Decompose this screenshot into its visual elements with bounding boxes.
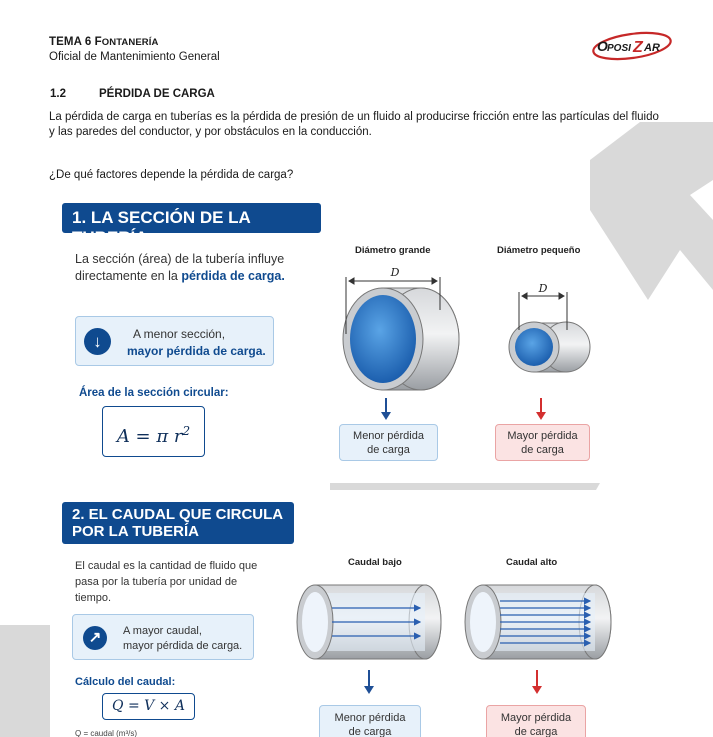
section-number: 1.2 xyxy=(50,88,66,100)
area-label: Área de la sección circular: xyxy=(79,387,229,399)
result-line2: de carga xyxy=(521,444,564,456)
document-subtitle: Oficial de Mantenimiento General xyxy=(49,51,220,63)
arrow-down-red-1 xyxy=(536,398,546,420)
label-diametro-pequeno: Diámetro pequeño xyxy=(497,245,581,256)
large-pipe xyxy=(343,288,459,390)
section-question: ¿De qué factores depende la pérdida de carga? xyxy=(49,169,294,181)
factor2-callout xyxy=(72,614,254,660)
label-caudal-alto: Caudal alto xyxy=(506,557,558,568)
section-title: PÉRDIDA DE CARGA xyxy=(99,88,215,100)
result-menor-perdida-2 xyxy=(319,705,421,737)
result-line2: de carga xyxy=(367,444,410,456)
title-small-caps: ONTANERÍA xyxy=(101,37,159,48)
arrow-down-icon: ↓ xyxy=(84,328,111,355)
title-main: TEMA 6 F xyxy=(49,36,102,48)
area-formula-exponent: 2 xyxy=(182,424,191,438)
label-diametro-grande: Diámetro grande xyxy=(355,245,431,256)
small-pipe xyxy=(509,322,590,372)
caudal-calc-label: Cálculo del caudal: xyxy=(75,676,176,688)
svg-text:Z: Z xyxy=(633,39,643,56)
factor2-banner-line1: 2. EL CAUDAL QUE CIRCULA xyxy=(72,506,284,523)
factor2-banner-line2: POR LA TUBERÍA xyxy=(72,523,199,540)
factor1-intro-highlight: pérdida de carga. xyxy=(181,269,285,283)
arrow-down-red-2 xyxy=(532,670,542,694)
label-caudal-bajo: Caudal bajo xyxy=(348,557,402,568)
dimension-large-label: D xyxy=(390,266,400,279)
factor1-banner: 1. LA SECCIÓN DE LA TUBERÍA xyxy=(62,203,321,233)
pipe-caudal-bajo xyxy=(297,585,441,659)
result-menor-perdida-1 xyxy=(339,424,438,461)
arrow-down-blue-1 xyxy=(381,398,391,420)
result-line2: de carga xyxy=(348,726,392,737)
factor2-banner xyxy=(62,502,294,544)
result-line1: Menor pérdida xyxy=(334,712,406,724)
result-mayor-perdida-1 xyxy=(495,424,590,461)
result-line1: Menor pérdida xyxy=(353,430,424,442)
result-mayor-perdida-2 xyxy=(486,705,586,737)
result-line1: Mayor pérdida xyxy=(500,712,572,724)
arrow-down-blue-2 xyxy=(364,670,374,694)
factor2-text: El caudal es la cantidad de fluido que pasa por la tubería por unidad de tiempo. xyxy=(75,560,258,604)
caudal-footnote: Q = caudal (m³/s) xyxy=(75,729,138,737)
result-line2: de carga xyxy=(514,726,558,737)
dimension-small-label: D xyxy=(538,282,548,295)
factor2-callout-line2: mayor pérdida de carga. xyxy=(123,640,243,652)
factor1-intro-text: La sección (área) de la tubería influye directamente en la xyxy=(75,252,285,283)
pipe-caudal-alto xyxy=(465,585,611,659)
result-line1: Mayor pérdida xyxy=(507,430,578,442)
factor1-callout-line1: A menor sección, xyxy=(133,327,226,341)
factor1-callout xyxy=(75,316,274,366)
factor2-callout-line1: A mayor caudal, xyxy=(123,625,202,637)
arrow-up-right-icon: ↗ xyxy=(83,626,107,650)
svg-text:AR: AR xyxy=(644,42,660,54)
area-formula-text: A = π r xyxy=(116,426,183,447)
svg-text:POSI: POSI xyxy=(607,43,631,54)
caudal-formula: Q = V × A xyxy=(102,693,195,720)
area-formula xyxy=(102,406,205,457)
section-paragraph: La pérdida de carga en tuberías es la pérdida de presión de un fluido al producirse fricción entre las partículas del fluido y las paredes del conductor, y por obstáculos en la conducción. xyxy=(49,111,659,138)
svg-text:O: O xyxy=(597,38,608,54)
factor1-callout-line2: mayor pérdida de carga. xyxy=(127,344,266,358)
